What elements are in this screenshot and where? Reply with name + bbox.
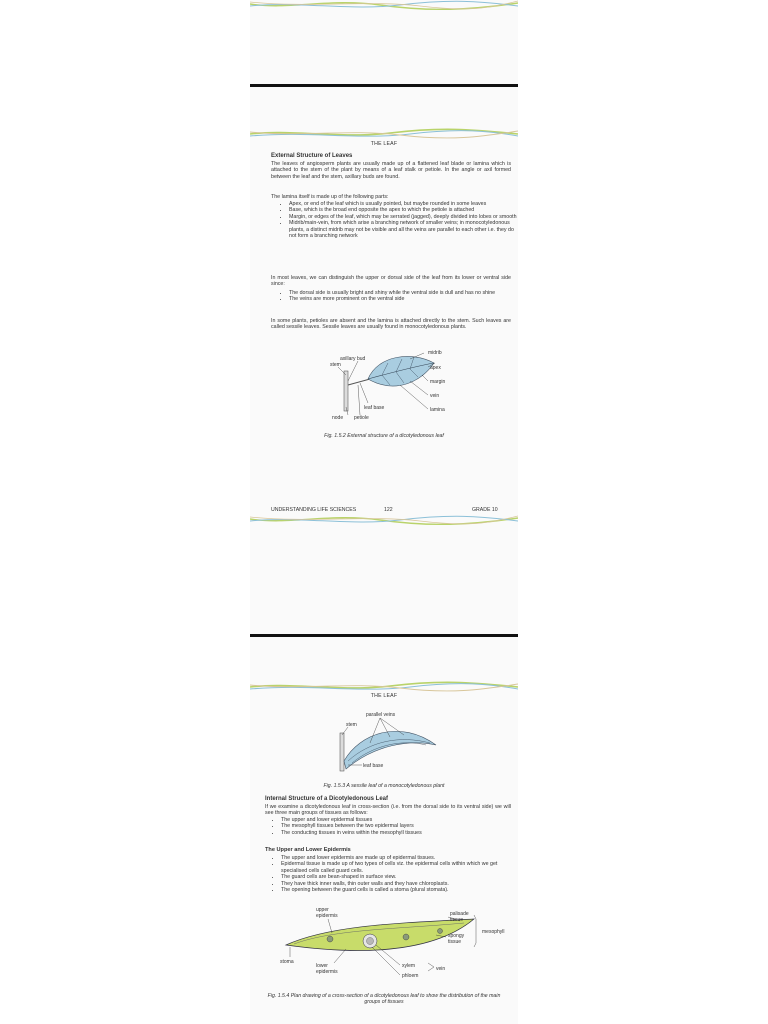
label-palisade-tissue: tissue [450, 917, 464, 923]
list-item: • They have thick inner walls, thin outer walls and they have chloroplasts. [281, 881, 513, 887]
label-epidermis: epidermis [316, 913, 338, 919]
footer-right: GRADE 10 [472, 507, 498, 513]
label-leaf-base: leaf base [364, 405, 385, 411]
list-item: • Base, which is the broad end opposite the apex to which the petiole is attached [289, 207, 518, 213]
page-123 [250, 637, 518, 1024]
list-item: • The upper and lower epidermis are made up of epidermal tissues. [281, 855, 513, 861]
tissues-list [271, 817, 513, 836]
label-vein: vein [436, 966, 446, 972]
label-parallel-veins: parallel veins [366, 712, 396, 718]
lamina-parts-list [279, 201, 518, 239]
list-item: • The mesophyll tissues between the two epidermal layers [281, 823, 513, 829]
label-xylem: xylem [402, 963, 416, 969]
label-axillary-bud: axillary bud [340, 356, 366, 362]
vein-bundle [403, 934, 409, 940]
header-wave-decoration [250, 128, 518, 142]
figure-caption: Fig. 1.5.4 Plan drawing of a cross-section of a dicotyledonous leaf to show the distribution of the main groups of tissues [267, 993, 501, 1006]
label-vein: vein [430, 393, 440, 399]
figure-caption: Fig. 1.5.3 A sessile leaf of a monocotyledonous plant [323, 783, 445, 789]
list-item: • Apex, or end of the leaf which is usually pointed, but maybe rounded in some leaves [289, 201, 518, 207]
label-spongy: spongy [448, 933, 465, 939]
footer-left: UNDERSTANDING LIFE SCIENCES [271, 507, 357, 513]
intro-paragraph: If we examine a dicotyledonous leaf in cross-section (i.e. from the dorsal side to its ventral side) we will see three main groups of tissues as follows: [265, 804, 511, 817]
list-item: • Margin, or edges of the leaf, which may be serrated (jagged), deeply divided into lobes or smooth [289, 214, 518, 220]
figure-caption: Fig. 1.5.2 External structure of a dicotyledonous leaf [324, 433, 444, 439]
footer-wave-decoration [250, 0, 518, 14]
label-leaf-base: leaf base [363, 763, 384, 769]
label-lower: lower [316, 963, 328, 969]
lamina-intro: The lamina itself is made up of the following parts: [271, 194, 389, 200]
intro-paragraph: The leaves of angiosperm plants are usually made up of a flattened leaf blade or lamina which is attached to the stem of the plant by means of a leaf stalk or petiole. In the angle or axil formed between the leaf and the stem, axillary buds are found. [271, 161, 511, 180]
label-petiole: petiole [354, 415, 369, 421]
list-item: • The conducting tissues in veins within the mesophyll tissues [281, 830, 513, 836]
page-header: THE LEAF [370, 141, 398, 147]
petiole-shape [348, 379, 370, 385]
list-item: • The veins are more prominent on the ventral side [289, 296, 518, 302]
dicot-leaf-figure [250, 345, 518, 425]
label-stem: stem [346, 722, 357, 728]
section-heading: External Structure of Leaves [271, 153, 353, 159]
label-stoma: stoma [280, 959, 294, 965]
label-palisade: palisade [450, 911, 469, 917]
epidermis-list [271, 855, 513, 893]
section-heading: Internal Structure of a Dicotyledonous Leaf [265, 796, 389, 802]
list-item: • The opening between the guard cells is called a stoma (plural stomata). [281, 887, 513, 893]
sides-list [279, 290, 518, 303]
footer-wave-decoration [250, 515, 518, 529]
label-margin: margin [430, 379, 446, 385]
list-item: • The guard cells are bean-shaped in surface view. [281, 874, 513, 880]
label-spongy-tissue: tissue [448, 939, 462, 945]
label-node: node [332, 415, 344, 421]
monocot-leaf-figure [250, 709, 518, 775]
label-apex: apex [430, 365, 441, 371]
label-mesophyll: mesophyll [482, 929, 505, 935]
page-122 [250, 87, 518, 634]
sessile-paragraph: In some plants, petioles are absent and the lamina is attached directly to the stem. Such leaves are called sessile leaves. Sessile leaves are usually found in monocotyledonous plants. [271, 318, 511, 331]
leaf-cross-section-figure [250, 905, 518, 989]
list-item: • Midrib/main-vein, from which arise a branching network of smaller veins; in monocotyledonous plants, a distinct midrib may not be visible and all the veins are parallel to each other i.e. they do not form a branching network [289, 220, 518, 239]
page-header: THE LEAF [370, 693, 398, 699]
vein-bundle [327, 936, 333, 942]
page-number: 122 [384, 507, 393, 513]
sides-intro: In most leaves, we can distinguish the upper or dorsal side of the leaf from its lower or ventral side since: [271, 275, 511, 288]
label-lamina: lamina [430, 407, 445, 413]
label-midrib: midrib [428, 350, 442, 356]
label-stem: stem [330, 362, 341, 368]
label-phloem: phloem [402, 973, 419, 979]
list-item: • The dorsal side is usually bright and shiny while the ventral side is dull and has no shine [289, 290, 518, 296]
previous-page-fragment [250, 0, 518, 84]
label-lower-epidermis: epidermis [316, 969, 338, 975]
stem-shape [340, 733, 344, 771]
leaf-section-shape [286, 919, 474, 951]
subheading: The Upper and Lower Epidermis [265, 847, 351, 853]
vein-bundle [438, 929, 443, 934]
stem-shape [344, 371, 348, 411]
list-item: • The upper and lower epidermal tissues [281, 817, 513, 823]
list-item: • Epidermal tissue is made up of two types of cells viz. the epidermal cells within which we get specialised cells called guard cells. [281, 861, 513, 874]
label-upper: upper [316, 907, 329, 913]
